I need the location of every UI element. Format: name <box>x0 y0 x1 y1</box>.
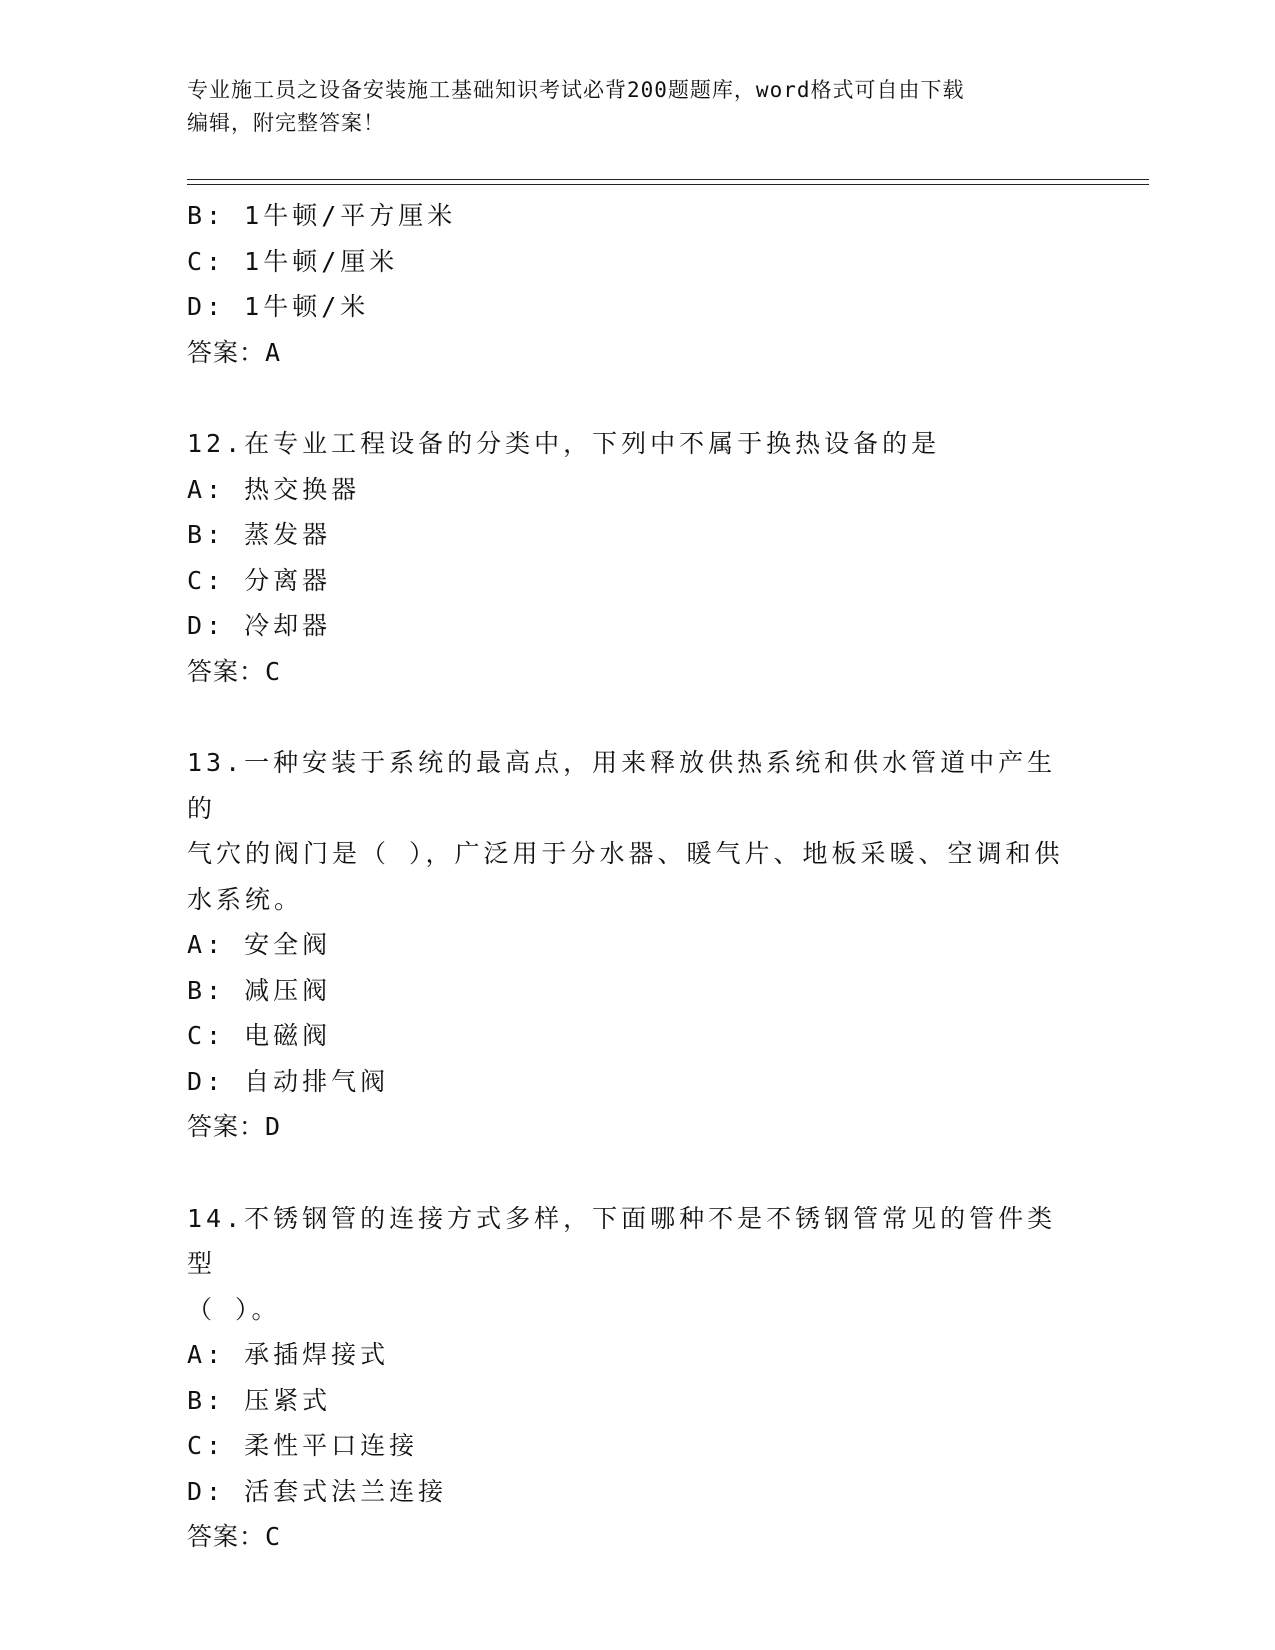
q11-answer: 答案：A <box>187 337 282 367</box>
q13-option-d: D: 自动排气阀 <box>187 1066 390 1096</box>
question-block-14 <box>187 1196 1077 1560</box>
q12-option-d: D: 冷却器 <box>187 611 332 640</box>
q12-question: 12.在专业工程设备的分类中，下列中不属于换热设备的是 <box>187 429 941 458</box>
question-list <box>187 193 1077 1560</box>
q12-option-b: B: 蒸发器 <box>187 520 332 549</box>
q13-option-a: A: 安全阀 <box>187 930 332 959</box>
spacer <box>187 694 1077 740</box>
q14-question-line2: （ ）。 <box>187 1294 281 1324</box>
q12-option-a: A: 热交换器 <box>187 474 361 504</box>
spacer <box>187 1150 1077 1196</box>
header-title-line1: 专业施工员之设备安装施工基础知识考试必背200题题库，word格式可自由下载 <box>187 78 965 102</box>
q13-question-line3: 水系统。 <box>187 884 304 914</box>
q11-option-b: B: 1牛顿/平方厘米 <box>187 201 457 230</box>
spacer <box>187 375 1077 421</box>
question-block-12 <box>187 421 1077 694</box>
q14-option-b: B: 压紧式 <box>187 1385 332 1415</box>
q11-option-d: D: 1牛顿/米 <box>187 292 370 321</box>
q13-option-b: B: 减压阀 <box>187 975 332 1005</box>
q13-question-line1: 13.一种安装于系统的最高点，用来释放供热系统和供水管道中产生的 <box>187 748 1057 823</box>
question-block-11 <box>187 193 1077 375</box>
document-header <box>187 74 1087 140</box>
q12-option-c: C: 分离器 <box>187 565 332 595</box>
q14-answer: 答案：C <box>187 1522 282 1551</box>
header-divider-top <box>187 179 1149 180</box>
q14-option-d: D: 活套式法兰连接 <box>187 1476 448 1506</box>
header-title-line2: 编辑，附完整答案！ <box>187 111 385 135</box>
q14-option-a: A: 承插焊接式 <box>187 1340 390 1369</box>
q12-answer: 答案：C <box>187 656 282 686</box>
q14-question-line1: 14.不锈钢管的连接方式多样，下面哪种不是不锈钢管常见的管件类型 <box>187 1203 1057 1278</box>
q11-option-c: C: 1牛顿/厘米 <box>187 246 399 276</box>
header-divider-bottom <box>187 184 1149 185</box>
question-block-13 <box>187 740 1077 1150</box>
q14-option-c: C: 柔性平口连接 <box>187 1431 419 1460</box>
q13-option-c: C: 电磁阀 <box>187 1021 332 1050</box>
q13-question-line2: 气穴的阀门是（ ），广泛用于分水器、暖气片、地板采暖、空调和供 <box>187 839 1064 868</box>
q13-answer: 答案：D <box>187 1112 282 1141</box>
